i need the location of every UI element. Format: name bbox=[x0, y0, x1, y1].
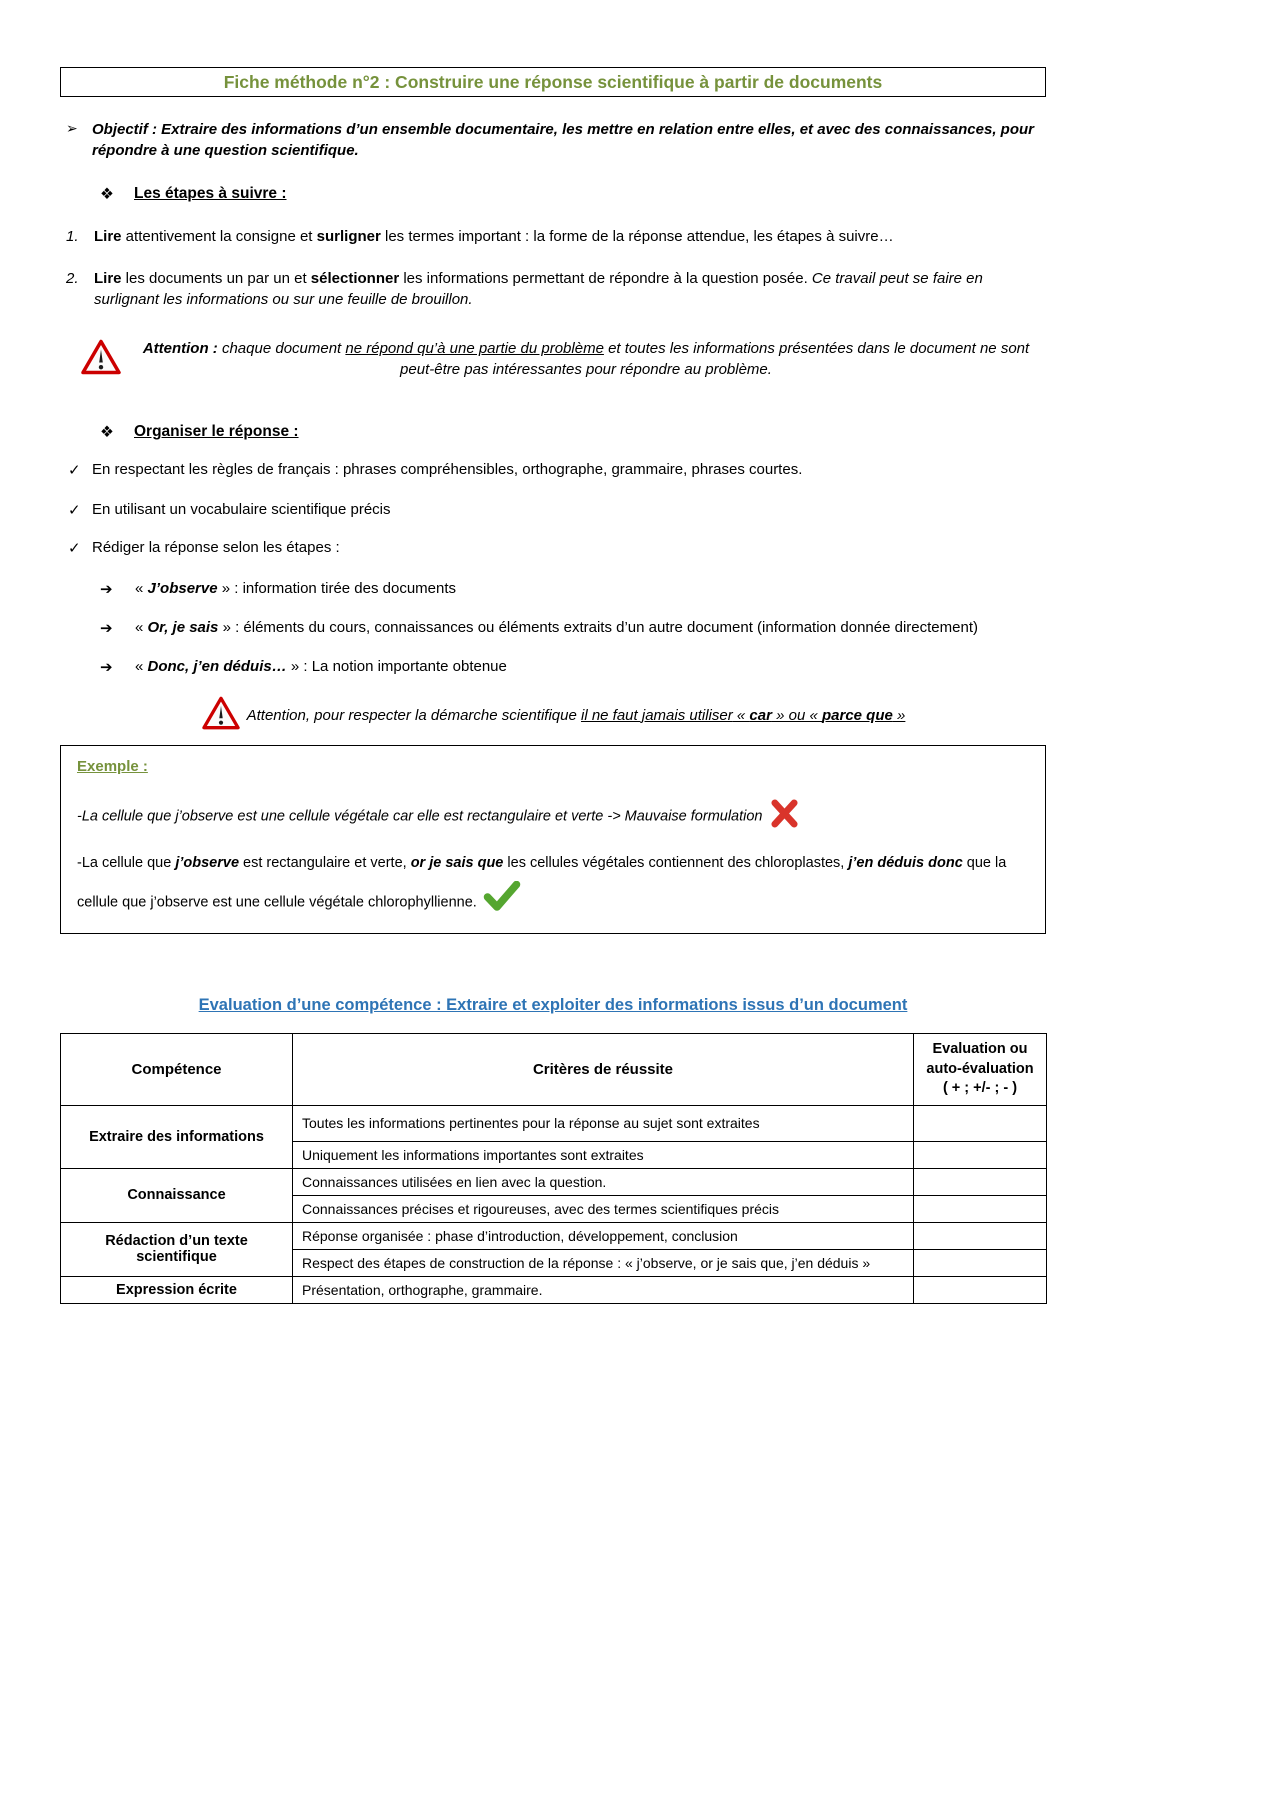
step-item-2 bbox=[60, 268, 1046, 310]
evaluation-cell bbox=[914, 1168, 1047, 1195]
checkmark-bullet-icon: ✓ bbox=[68, 540, 81, 557]
evaluation-cell bbox=[914, 1105, 1047, 1141]
check-item-text: En respectant les règles de français : phrases compréhensibles, orthographe, grammaire, phrases courtes. bbox=[92, 461, 803, 478]
table-row bbox=[61, 1222, 1047, 1249]
objectif-text: Objectif : Extraire des informations d’un ensemble documentaire, les mettre en relation entre elles, et avec des connaissances, pour répondre à une question scientifique. bbox=[92, 121, 1034, 159]
competence-cell: Rédaction d’un texte scientifique bbox=[61, 1222, 293, 1276]
page-title: Fiche méthode n°2 : Construire une réponse scientifique à partir de documents bbox=[223, 71, 883, 92]
objectif-arrow-bullet-icon: ➢ bbox=[66, 120, 78, 136]
checkmark-bullet-icon: ✓ bbox=[68, 462, 81, 479]
diamond-bullet-icon: ❖ bbox=[100, 424, 114, 441]
table-header-evaluation-line: ( + ; +/- ; - ) bbox=[942, 1080, 1018, 1097]
exemple-wrong-text: -La cellule que j’observe est une cellule végétale car elle est rectangulaire et verte -> Mauvaise formulation bbox=[77, 808, 763, 825]
check-item-text: En utilisant un vocabulaire scientifique précis bbox=[92, 501, 391, 518]
exemple-box bbox=[60, 745, 1046, 934]
diamond-bullet-icon: ❖ bbox=[100, 186, 114, 203]
arrow-item-text: « J’observe » : information tirée des documents bbox=[135, 580, 457, 597]
table-header-row bbox=[61, 1033, 1047, 1105]
evaluation-cell bbox=[914, 1276, 1047, 1303]
exemple-correct-line bbox=[77, 846, 1029, 925]
check-item-vocabulaire bbox=[60, 501, 1046, 519]
table-header-evaluation bbox=[914, 1033, 1047, 1105]
check-item-regles bbox=[60, 461, 1046, 479]
table-row bbox=[61, 1168, 1047, 1195]
competence-cell: Expression écrite bbox=[61, 1276, 293, 1303]
table-header-evaluation-line: Evaluation ou bbox=[932, 1041, 1028, 1058]
document-content bbox=[60, 67, 1046, 1304]
arrow-bullet-icon: ➔ bbox=[100, 581, 113, 598]
table-header-criteres: Critères de réussite bbox=[293, 1033, 914, 1105]
attention-text: Attention : chaque document ne répond qu’à une partie du problème et toutes les informations présentées dans le document ne sont peut-être pas intéressantes pour répondre au problème. bbox=[142, 340, 1030, 378]
arrow-bullet-icon: ➔ bbox=[100, 659, 113, 676]
check-item-text: Rédiger la réponse selon les étapes : bbox=[92, 539, 340, 556]
exemple-heading: Exemple : bbox=[77, 758, 148, 775]
step-text: Lire les documents un par un et sélectionner les informations permettant de répondre à la question posée. Ce travail peut se faire en surlignant les informations ou sur une feuille de brouillon. bbox=[94, 270, 983, 308]
correct-check-icon bbox=[483, 899, 521, 915]
arrow-item-je-sais bbox=[100, 619, 1046, 637]
arrow-item-deduis bbox=[100, 658, 1046, 676]
evaluation-table bbox=[60, 1033, 1047, 1304]
attention-note-demarche bbox=[60, 695, 1046, 735]
attention-note-documents bbox=[60, 338, 1046, 390]
arrow-item-text: « Donc, j’en déduis… » : La notion importante obtenue bbox=[135, 658, 507, 675]
critere-cell: Respect des étapes de construction de la réponse : « j’observe, or je sais que, j’en déduis » bbox=[293, 1249, 914, 1276]
critere-cell: Présentation, orthographe, grammaire. bbox=[293, 1276, 914, 1303]
checkmark-bullet-icon: ✓ bbox=[68, 502, 81, 519]
evaluation-cell bbox=[914, 1195, 1047, 1222]
evaluation-heading-text: Evaluation d’une compétence : Extraire et exploiter des informations issus d’un document bbox=[198, 995, 908, 1014]
table-header-evaluation-line: auto-évaluation bbox=[926, 1060, 1034, 1077]
attention-text: Attention, pour respecter la démarche scientifique il ne faut jamais utiliser « car » ou « parce que » bbox=[246, 706, 906, 724]
evaluation-heading bbox=[60, 996, 1046, 1015]
step-item-1 bbox=[60, 226, 1046, 247]
section-heading-label: Organiser le réponse : bbox=[134, 423, 299, 440]
evaluation-cell bbox=[914, 1249, 1047, 1276]
section-heading-etapes bbox=[100, 185, 1046, 204]
critere-cell: Connaissances utilisées en lien avec la question. bbox=[293, 1168, 914, 1195]
arrow-item-text: « Or, je sais » : éléments du cours, connaissances ou éléments extraits d’un autre document (information donnée directement) bbox=[135, 619, 978, 636]
table-row bbox=[61, 1276, 1047, 1303]
critere-cell: Toutes les informations pertinentes pour la réponse au sujet sont extraites bbox=[293, 1105, 914, 1141]
wrong-cross-icon bbox=[769, 816, 800, 832]
evaluation-cell bbox=[914, 1141, 1047, 1168]
critere-cell: Uniquement les informations importantes sont extraites bbox=[293, 1141, 914, 1168]
critere-cell: Connaissances précises et rigoureuses, avec des termes scientifiques précis bbox=[293, 1195, 914, 1222]
exemple-correct-text: -La cellule que j’observe est rectangulaire et verte, or je sais que les cellules végétales contiennent des chloroplastes, j’en déduis donc que la cellule que j’observe est une cellule végétale chlorophyllienne. bbox=[77, 855, 1007, 911]
critere-cell: Réponse organisée : phase d’introduction, développement, conclusion bbox=[293, 1222, 914, 1249]
step-number: 1. bbox=[66, 228, 79, 245]
warning-icon bbox=[201, 695, 241, 735]
section-heading-organiser bbox=[100, 423, 1046, 442]
step-number: 2. bbox=[66, 270, 79, 287]
arrow-bullet-icon: ➔ bbox=[100, 620, 113, 637]
table-header-competence: Compétence bbox=[61, 1033, 293, 1105]
title-box bbox=[60, 67, 1046, 97]
exemple-wrong-line bbox=[77, 799, 1029, 834]
section-heading-label: Les étapes à suivre : bbox=[134, 185, 287, 202]
check-item-etapes bbox=[60, 539, 1046, 557]
arrow-item-observe bbox=[100, 580, 1046, 598]
evaluation-cell bbox=[914, 1222, 1047, 1249]
competence-cell: Extraire des informations bbox=[61, 1105, 293, 1168]
table-row bbox=[61, 1105, 1047, 1141]
competence-cell: Connaissance bbox=[61, 1168, 293, 1222]
objectif-paragraph bbox=[60, 119, 1046, 161]
warning-icon bbox=[80, 338, 122, 382]
step-text: Lire attentivement la consigne et surligner les termes important : la forme de la réponse attendue, les étapes à suivre… bbox=[94, 228, 894, 245]
